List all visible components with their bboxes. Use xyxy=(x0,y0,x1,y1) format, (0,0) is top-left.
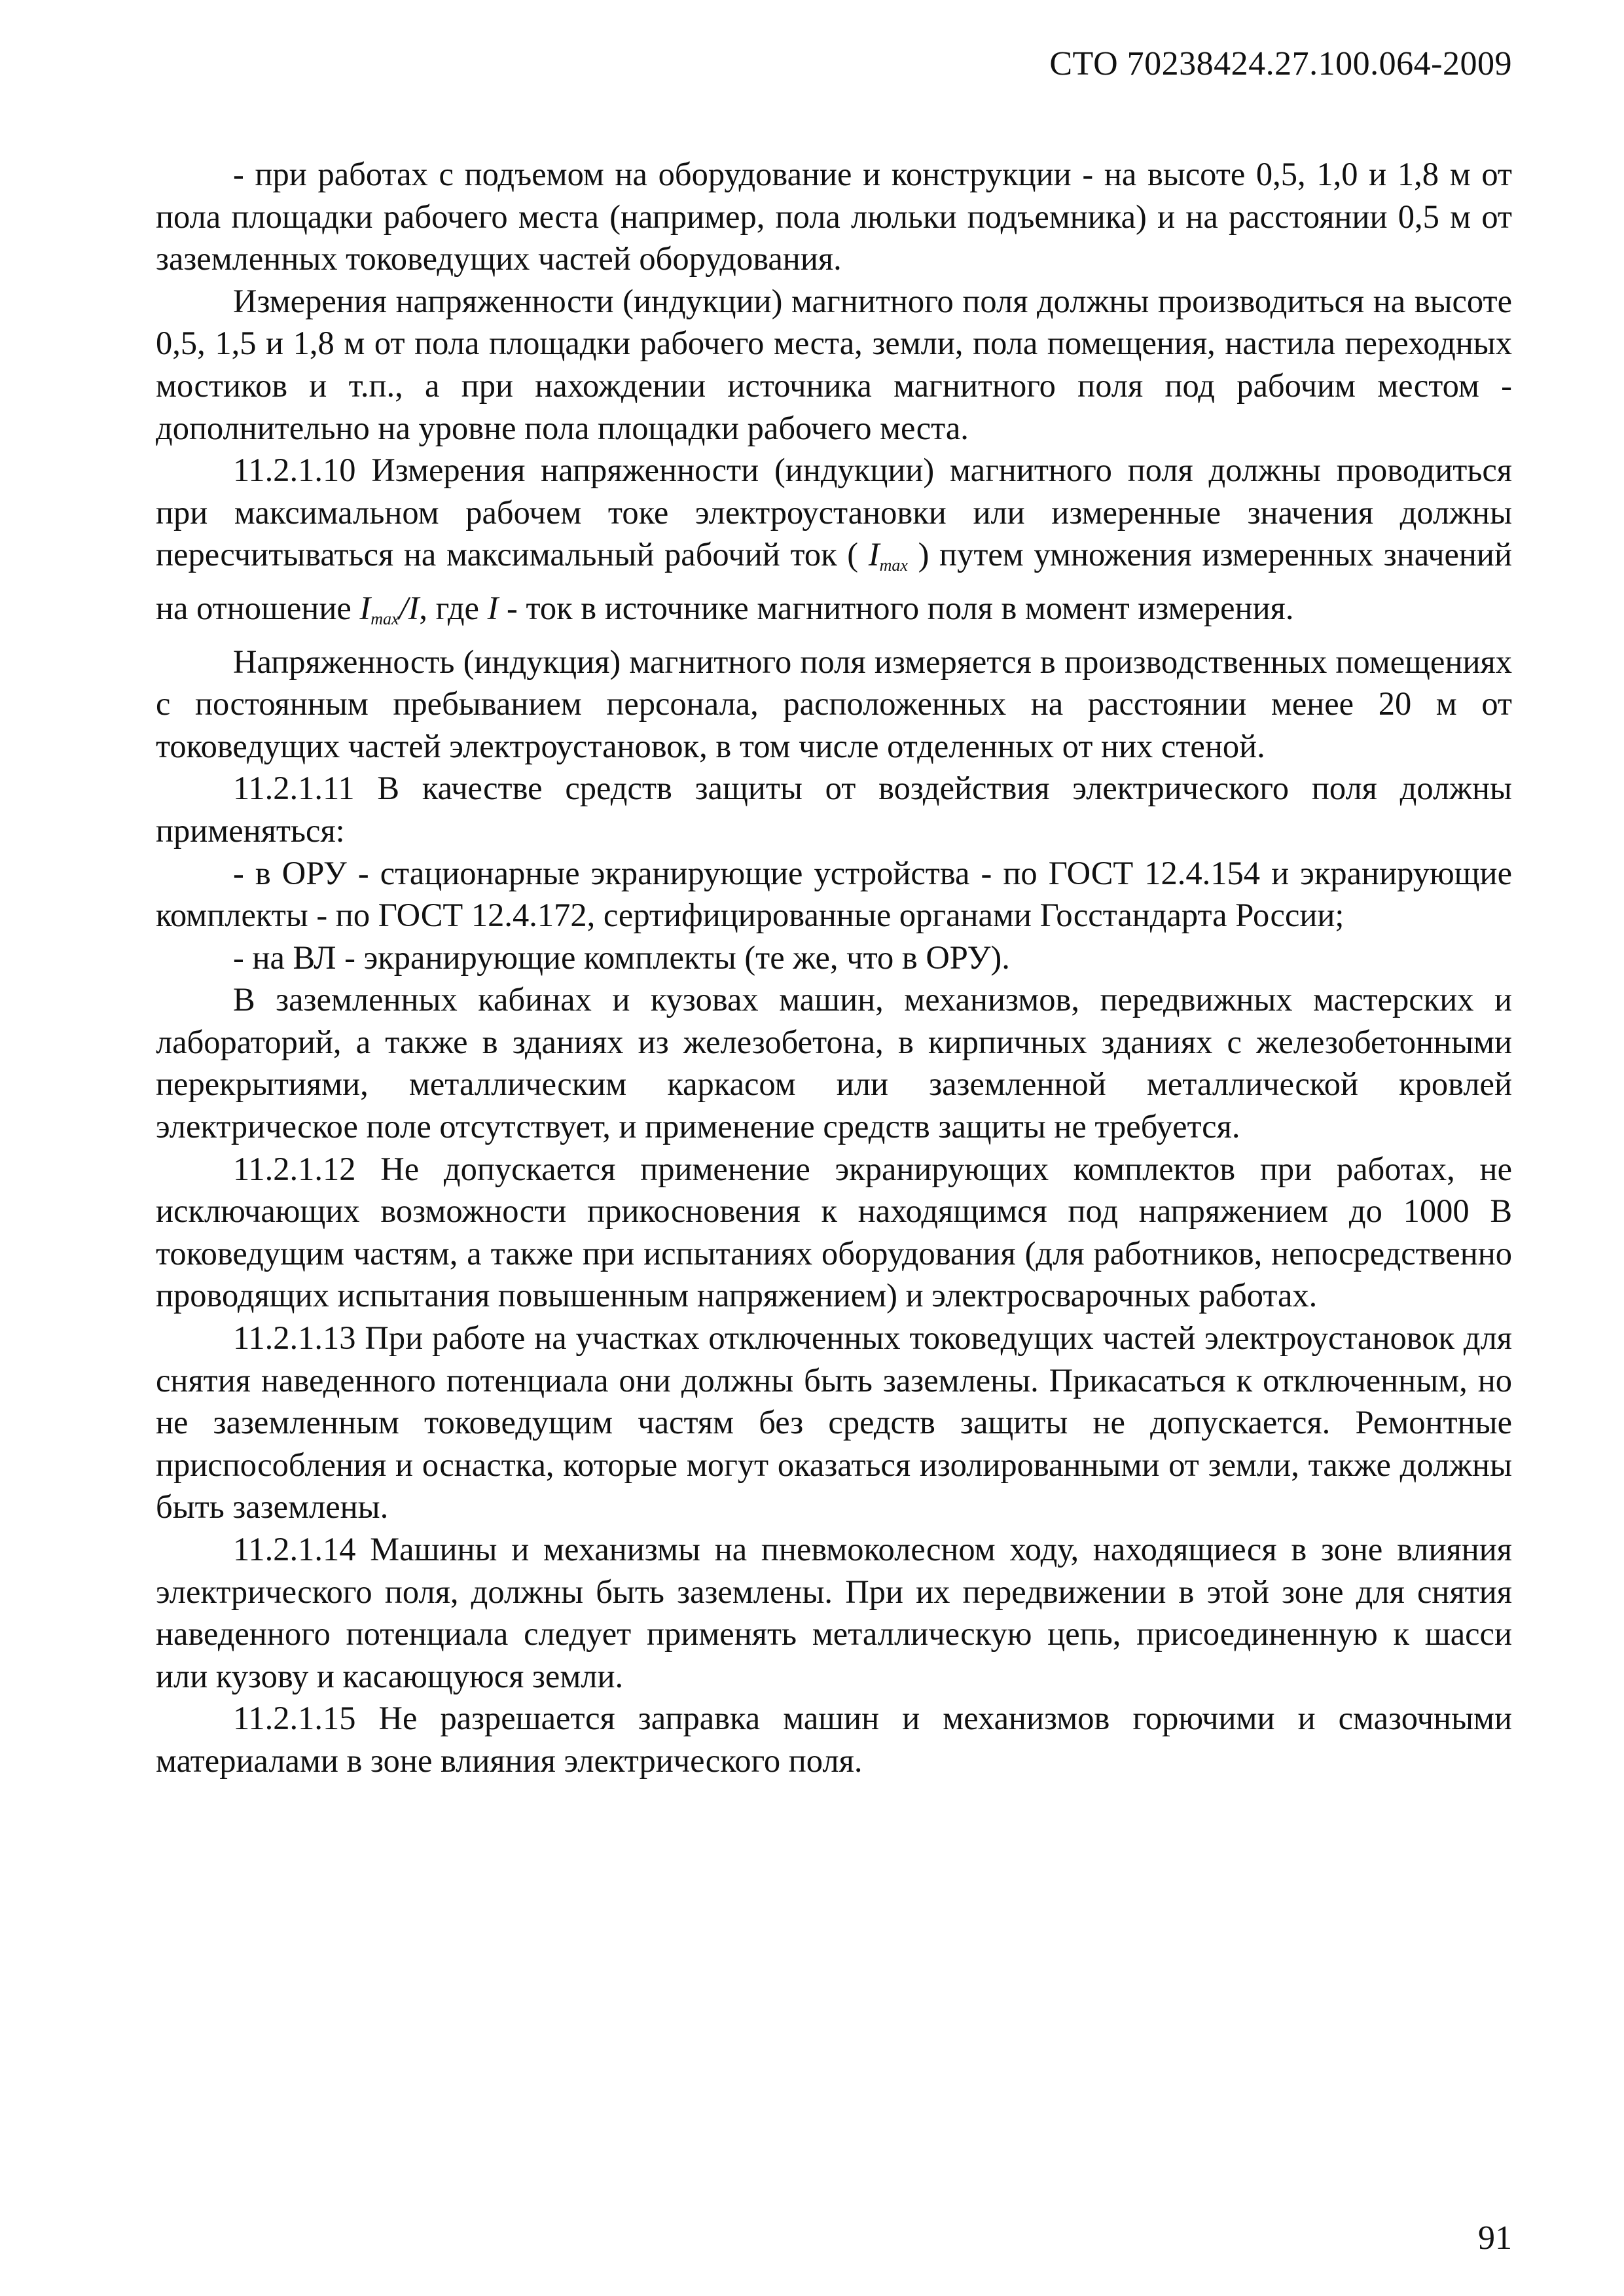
paragraph: В заземленных кабинах и кузовах машин, механизмов, передвижных мастерских и лабораторий, а также в зданиях из железобетона, в кирпичных зданиях с железобетонными перекрытиями, металлическим каркасом или заземленной металлической кровлей электрическое поле отсутствует, и применение средств защиты не требуется. xyxy=(156,981,1512,1145)
paragraph: 11.2.1.14 Машины и механизмы на пневмоколесном ходу, находящиеся в зоне влияния электрического поля, должны быть заземлены. При их передвижении в этой зоне для снятия наведенного потенциала следует применять металлическую цепь, присоединенную к шасси или кузову и касающуюся земли. xyxy=(156,1531,1512,1695)
paragraph-text: ) путем умножения измеренных значений на отношение xyxy=(156,536,1512,626)
paragraph-text: - ток в источнике магнитного поля в момент измерения. xyxy=(507,589,1294,626)
paragraph: 11.2.1.13 При работе на участках отключенных токоведущих частей электроустановок для снятия наведенного потенциала они должны быть заземлены. Прикасаться к отключенным, но не заземленным токоведущим частям без средств защиты не допускается. Ремонтные приспособления и оснастка, которые могут оказаться изолированными от земли, также должны быть заземлены. xyxy=(156,1319,1512,1526)
paragraph: Измерения напряженности (индукции) магнитного поля должны производиться на высоте 0,5, 1,5 и 1,8 м от пола площадки рабочего места, земли, пола помещения, настила переходных мостиков и т.п., а при нахождении источника магнитного поля под рабочим местом - дополнительно на уровне пола площадки рабочего места. xyxy=(156,282,1512,446)
paragraph: Напряженность (индукция) магнитного поля измеряется в производственных помещениях с постоянным пребыванием персонала, расположенных на расстоянии менее 20 м от токоведущих частей электроустановок, в том числе отделенных от них стеной. xyxy=(156,643,1512,764)
paragraph: - при работах с подъемом на оборудование и конструкции - на высоте 0,5, 1,0 и 1,8 м от пола площадки рабочего места (например, пола люльки подъемника) и на расстоянии 0,5 м от заземленных токоведущих частей оборудования. xyxy=(156,156,1512,278)
symbol-max-subscript: max xyxy=(370,609,399,628)
paragraph-11-2-1-10 xyxy=(156,449,1512,640)
paragraph: 11.2.1.11 В качестве средств защиты от воздействия электрического поля должны применяться: xyxy=(156,770,1512,849)
symbol-i: I xyxy=(408,589,420,626)
symbol-max-subscript: max xyxy=(879,556,908,575)
paragraph-text: 11.2.1.10 Измерения напряженности (индукции) магнитного поля должны проводиться при максимальном рабочем токе электроустановки или измеренные значения должны пересчитываться на максимальный рабочий ток ( xyxy=(156,452,1512,573)
document-body xyxy=(156,153,1512,1782)
page-number: 91 xyxy=(1478,2219,1512,2257)
symbol-i: I xyxy=(868,536,880,573)
document-code-header: СТО 70238424.27.100.064-2009 xyxy=(1049,45,1512,82)
ratio-separator: / xyxy=(399,589,408,626)
paragraph: 11.2.1.15 Не разрешается заправка машин и механизмов горючими и смазочными материалами в зоне влияния электрического поля. xyxy=(156,1700,1512,1779)
paragraph: 11.2.1.12 Не допускается применение экранирующих комплектов при работах, не исключающих возможности прикосновения к находящимся под напряжением до 1000 В токоведущим частям, а также при испытаниях оборудования (для работников, непосредственно проводящих испытания повышенным напряжением) и электросварочных работах. xyxy=(156,1150,1512,1314)
symbol-i: I xyxy=(487,589,499,626)
list-item: - в ОРУ - стационарные экранирующие устройства - по ГОСТ 12.4.154 и экранирующие комплекты - по ГОСТ 12.4.172, сертифицированные органами Госстандарта России; xyxy=(156,854,1512,934)
list-item: - на ВЛ - экранирующие комплекты (те же, что в ОРУ). xyxy=(233,939,1010,976)
symbol-i: I xyxy=(359,589,371,626)
paragraph-text: , где xyxy=(419,589,479,626)
